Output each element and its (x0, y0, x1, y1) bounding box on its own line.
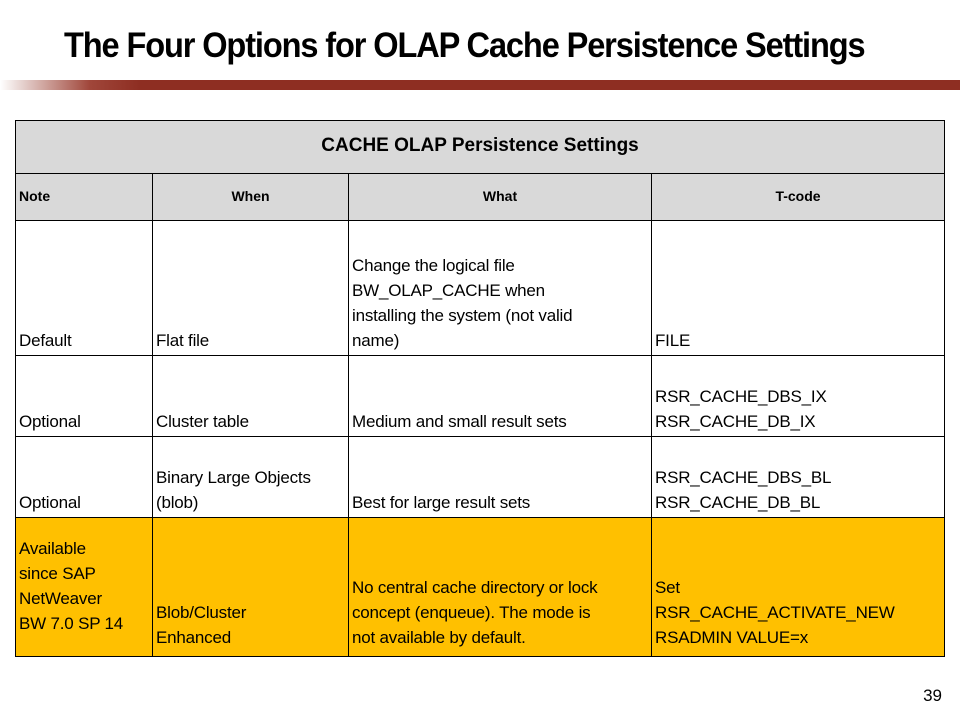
table-caption: CACHE OLAP Persistence Settings (16, 121, 945, 174)
cell-text: name) (352, 331, 400, 350)
cell-text: Flat file (156, 331, 209, 350)
cell-note (16, 356, 153, 437)
cell-text: RSR_CACHE_DBS_BL (655, 468, 832, 487)
cell-what (349, 356, 652, 437)
cell-what (349, 437, 652, 518)
cell-text: RSR_CACHE_DB_BL (655, 493, 821, 512)
table-row (16, 437, 945, 518)
cell-text: Available (19, 539, 86, 558)
cell-text: Change the logical file (352, 256, 515, 275)
cell-text: concept (enqueue). The mode is (352, 603, 591, 622)
page-number: 39 (923, 686, 942, 705)
cell-text: Medium and small result sets (352, 412, 567, 431)
cell-tcode (652, 437, 945, 518)
column-header-note: Note (16, 174, 153, 221)
cell-note (16, 437, 153, 518)
cell-text: installing the system (not valid (352, 306, 573, 325)
cell-text: RSADMIN VALUE=x (655, 628, 809, 647)
cell-text: BW 7.0 SP 14 (19, 614, 124, 633)
cell-text: RSR_CACHE_ACTIVATE_NEW (655, 603, 895, 622)
table-row (16, 356, 945, 437)
cache-settings-table (15, 120, 945, 657)
cell-text: Cluster table (156, 412, 249, 431)
cell-text: Blob/Cluster (156, 603, 247, 622)
title-rule (0, 80, 960, 90)
cell-what (349, 518, 652, 657)
cell-text: (blob) (156, 493, 199, 512)
cell-note (16, 518, 153, 657)
cell-text: Set (655, 578, 680, 597)
cell-text: NetWeaver (19, 589, 102, 608)
cell-what (349, 221, 652, 356)
cell-text: Enhanced (156, 628, 231, 647)
cell-text: FILE (655, 331, 691, 350)
cell-tcode (652, 221, 945, 356)
cell-text: No central cache directory or lock (352, 578, 598, 597)
cell-when (153, 518, 349, 657)
cell-tcode (652, 356, 945, 437)
cell-text: RSR_CACHE_DB_IX (655, 412, 816, 431)
column-header-when: When (153, 174, 349, 221)
cell-tcode (652, 518, 945, 657)
cell-text: Binary Large Objects (156, 468, 311, 487)
cell-text: Best for large result sets (352, 493, 531, 512)
table-row-highlighted (16, 518, 945, 657)
cell-when (153, 437, 349, 518)
cell-text: since SAP (19, 564, 96, 583)
cell-note (16, 221, 153, 356)
cell-text: Optional (19, 412, 81, 431)
slide-title: The Four Options for OLAP Cache Persistence Settings (64, 26, 865, 65)
column-header-what: What (349, 174, 652, 221)
cell-text: not available by default. (352, 628, 526, 647)
table-row (16, 221, 945, 356)
cell-text: RSR_CACHE_DBS_IX (655, 387, 827, 406)
column-header-tcode: T-code (652, 174, 945, 221)
cell-when (153, 221, 349, 356)
cell-when (153, 356, 349, 437)
cell-text: Optional (19, 493, 81, 512)
cell-text: Default (19, 331, 72, 350)
cell-text: BW_OLAP_CACHE when (352, 281, 545, 300)
